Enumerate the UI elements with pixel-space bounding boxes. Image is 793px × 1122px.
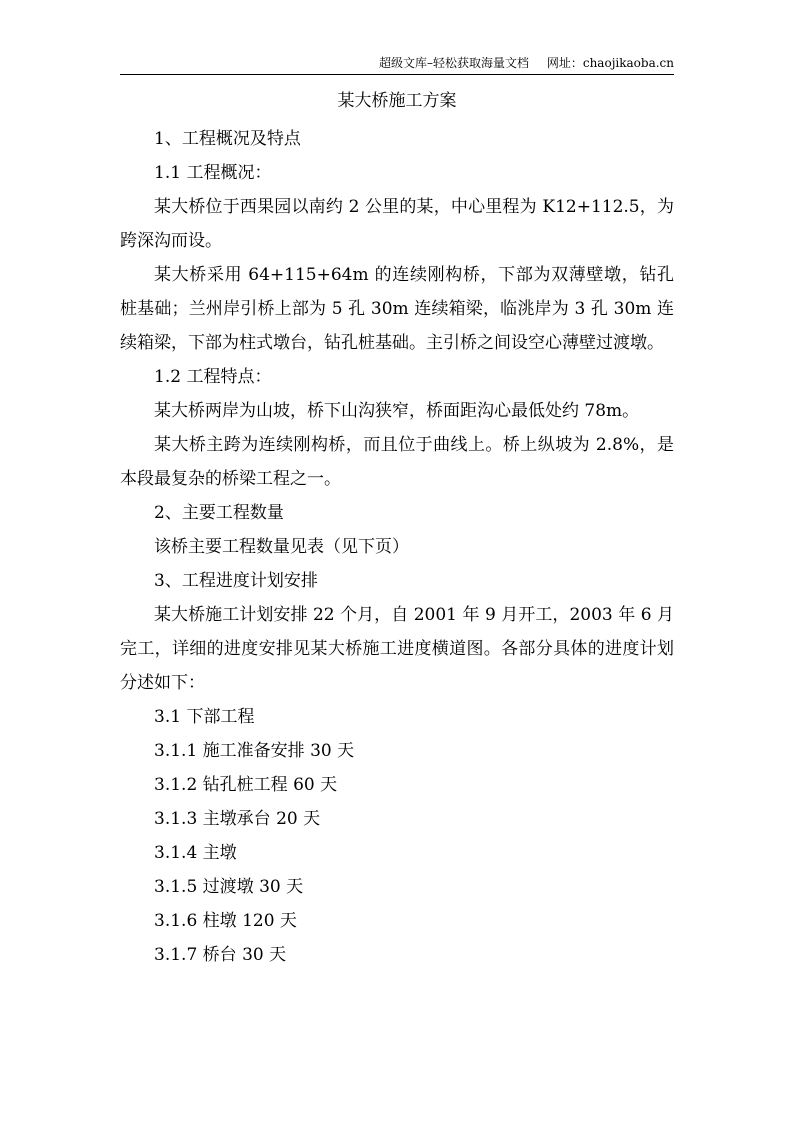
paragraph: 某大桥施工计划安排 22 个月，自 2001 年 9 月开工，2003 年 6 月完工，详细的进度安排见某大桥施工进度横道图。各部分具体的进度计划分述如下： — [120, 605, 674, 693]
list-item: 3.1.4 主墩 — [154, 843, 237, 863]
subsection-heading: 1.2 工程特点： — [154, 367, 272, 387]
paragraph: 该桥主要工程数量见表（见下页） — [154, 537, 409, 557]
paragraph: 某大桥主跨为连续刚构桥，而且位于曲线上。桥上纵坡为 2.8%，是本段最复杂的桥梁工程之一。 — [120, 435, 674, 489]
subsection-heading: 1.1 工程概况： — [154, 163, 272, 183]
document-title: 某大桥施工方案 — [337, 91, 457, 111]
header-site-name: 超级文库–轻松获取海量文档 — [379, 56, 530, 70]
section-heading: 3、工程进度计划安排 — [154, 571, 318, 591]
page-header — [120, 56, 674, 75]
paragraph: 某大桥位于西果园以南约 2 公里的某，中心里程为 K12+112.5，为跨深沟而设。 — [120, 197, 674, 251]
header-url: 网址：chaojikaoba.cn — [546, 56, 674, 70]
section-heading: 1、工程概况及特点 — [154, 129, 301, 149]
list-item: 3.1.3 主墩承台 20 天 — [154, 809, 321, 829]
list-item: 3.1.5 过渡墩 30 天 — [154, 877, 304, 897]
section-heading: 2、主要工程数量 — [154, 503, 284, 523]
paragraph: 某大桥两岸为山坡，桥下山沟狭窄，桥面距沟心最低处约 78m。 — [154, 401, 640, 421]
subsection-heading: 3.1 下部工程 — [154, 707, 255, 727]
list-item: 3.1.6 柱墩 120 天 — [154, 911, 297, 931]
list-item: 3.1.2 钻孔桩工程 60 天 — [154, 775, 338, 795]
list-item: 3.1.1 施工准备安排 30 天 — [154, 741, 355, 761]
document-body — [120, 84, 674, 972]
paragraph: 某大桥采用 64+115+64m 的连续刚构桥，下部为双薄壁墩，钻孔桩基础；兰州岸引桥上部为 5 孔 30m 连续箱梁，临洮岸为 3 孔 30m 连续箱梁，下部为柱式墩台，钻孔桩基础。主引桥之间设空心薄壁过渡墩。 — [120, 265, 674, 353]
list-item: 3.1.7 桥台 30 天 — [154, 945, 287, 965]
